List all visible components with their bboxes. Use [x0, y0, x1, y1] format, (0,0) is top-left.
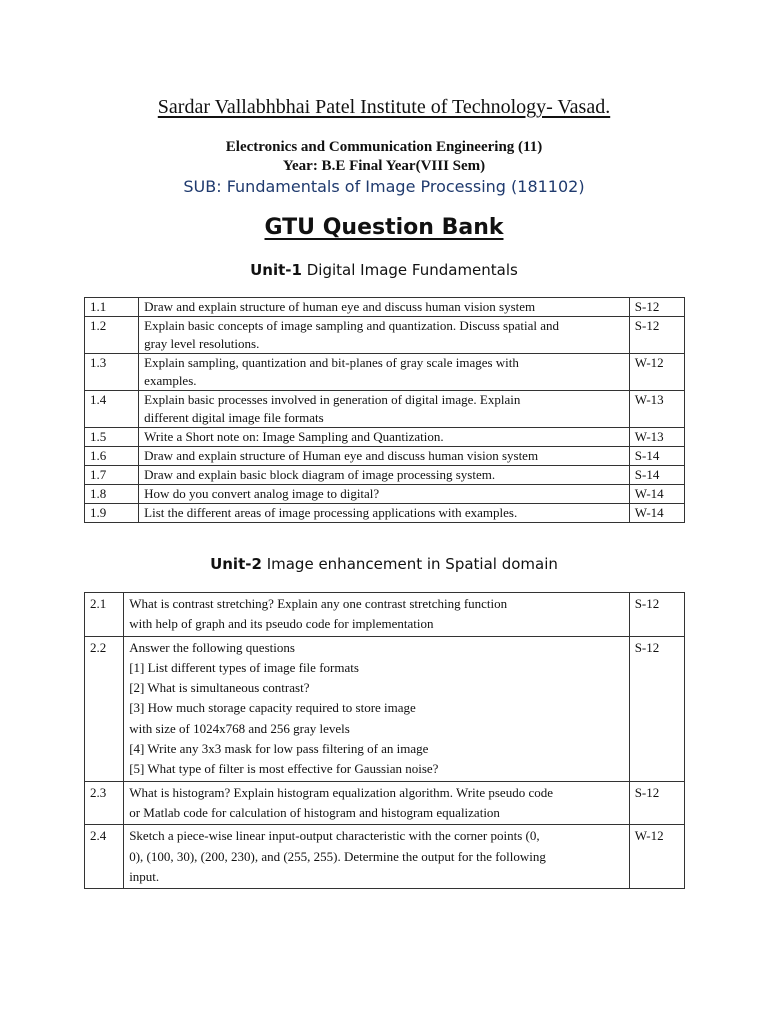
question-line: different digital image file formats	[144, 410, 324, 425]
question-line: Explain basic processes involved in generation of digital image. Explain	[144, 392, 521, 407]
question-number: 2.2	[85, 636, 124, 781]
question-number: 1.5	[85, 428, 139, 447]
question-line: Draw and explain structure of Human eye and discuss human vision system	[144, 448, 539, 463]
unit-1-question-table	[84, 297, 685, 523]
question-line: List the different areas of image processing applications with examples.	[144, 505, 518, 520]
question-line: Sketch a piece-wise linear input-output characteristic with the corner points (0,	[129, 828, 540, 844]
question-line: examples.	[144, 373, 197, 388]
unit-1-heading	[0, 261, 768, 279]
question-line: [5] What type of filter is most effective for Gaussian noise?	[129, 761, 439, 777]
question-number: 2.3	[85, 781, 124, 825]
unit-2-heading	[0, 555, 768, 573]
question-line: [3] How much storage capacity required to store image	[129, 700, 416, 716]
exam-session: S-14	[629, 447, 684, 466]
question-text	[124, 781, 630, 825]
question-text	[139, 504, 630, 523]
exam-session: W-13	[629, 428, 684, 447]
question-number: 1.7	[85, 466, 139, 485]
question-number: 2.4	[85, 825, 124, 889]
department-info	[0, 138, 768, 176]
question-line: with size of 1024x768 and 256 gray levels	[129, 720, 350, 736]
unit-2-title: Image enhancement in Spatial domain	[266, 555, 558, 573]
question-line: [4] Write any 3x3 mask for low pass filtering of an image	[129, 741, 429, 757]
question-text	[124, 636, 630, 781]
exam-session: S-12	[629, 593, 684, 637]
question-number: 1.8	[85, 485, 139, 504]
table-row	[85, 825, 685, 889]
exam-session: W-14	[629, 485, 684, 504]
question-number: 1.1	[85, 298, 139, 317]
table-row	[85, 447, 685, 466]
table-row	[85, 636, 685, 781]
unit-1-label: Unit-1	[250, 261, 302, 279]
question-line: How do you convert analog image to digital?	[144, 486, 380, 501]
exam-session: S-12	[629, 781, 684, 825]
question-line: What is histogram? Explain histogram equalization algorithm. Write pseudo code	[129, 784, 553, 800]
question-text	[139, 447, 630, 466]
question-bank-title: GTU Question Bank	[264, 215, 504, 240]
question-line: or Matlab code for calculation of histogram and histogram equalization	[129, 804, 500, 820]
exam-session: W-12	[629, 354, 684, 391]
table-row	[85, 428, 685, 447]
table-row	[85, 593, 685, 637]
exam-session: S-14	[629, 466, 684, 485]
question-text	[124, 593, 630, 637]
question-line: gray level resolutions.	[144, 336, 260, 351]
unit-2-label: Unit-2	[210, 555, 262, 573]
year-info: Year: B.E Final Year(VIII Sem)	[282, 158, 486, 174]
question-line: with help of graph and its pseudo code for implementation	[129, 616, 434, 632]
exam-session: W-12	[629, 825, 684, 889]
question-line: Write a Short note on: Image Sampling and Quantization.	[144, 429, 444, 444]
question-text	[139, 428, 630, 447]
question-text	[139, 354, 630, 391]
exam-session: S-12	[629, 636, 684, 781]
question-number: 1.9	[85, 504, 139, 523]
table-row	[85, 466, 685, 485]
institute-name: Sardar Vallabhbhai Patel Institute of Technology- Vasad.	[157, 96, 611, 118]
exam-session: W-13	[629, 391, 684, 428]
unit-2-question-table	[84, 592, 685, 889]
subject-title: SUB: Fundamentals of Image Processing (181102)	[183, 177, 585, 196]
question-line: Draw and explain structure of human eye and discuss human vision system	[144, 299, 536, 314]
question-text	[139, 391, 630, 428]
table-row	[85, 317, 685, 354]
question-number: 2.1	[85, 593, 124, 637]
table-row	[85, 781, 685, 825]
question-line: 0), (100, 30), (200, 230), and (255, 255). Determine the output for the following	[129, 848, 546, 864]
table-row	[85, 298, 685, 317]
question-line: What is contrast stretching? Explain any one contrast stretching function	[129, 596, 508, 611]
question-line: Answer the following questions	[129, 639, 295, 655]
table-row	[85, 391, 685, 428]
question-number: 1.4	[85, 391, 139, 428]
table-row	[85, 504, 685, 523]
exam-session: S-12	[629, 298, 684, 317]
question-text	[139, 485, 630, 504]
table-row	[85, 485, 685, 504]
question-text	[139, 298, 630, 317]
question-number: 1.2	[85, 317, 139, 354]
exam-session: S-12	[629, 317, 684, 354]
question-line: input.	[129, 868, 160, 884]
department-name: Electronics and Communication Engineering (11)	[225, 139, 543, 155]
question-line: Draw and explain basic block diagram of image processing system.	[144, 467, 496, 482]
unit-1-title: Digital Image Fundamentals	[306, 261, 518, 279]
question-text	[139, 317, 630, 354]
question-text	[139, 466, 630, 485]
exam-session: W-14	[629, 504, 684, 523]
question-line: Explain sampling, quantization and bit-planes of gray scale images with	[144, 355, 519, 370]
question-line: [2] What is simultaneous contrast?	[129, 680, 310, 696]
question-number: 1.6	[85, 447, 139, 466]
question-line: Explain basic concepts of image sampling and quantization. Discuss spatial and	[144, 318, 559, 333]
table-row	[85, 354, 685, 391]
question-line: [1] List different types of image file formats	[129, 659, 359, 675]
question-number: 1.3	[85, 354, 139, 391]
question-text	[124, 825, 630, 889]
